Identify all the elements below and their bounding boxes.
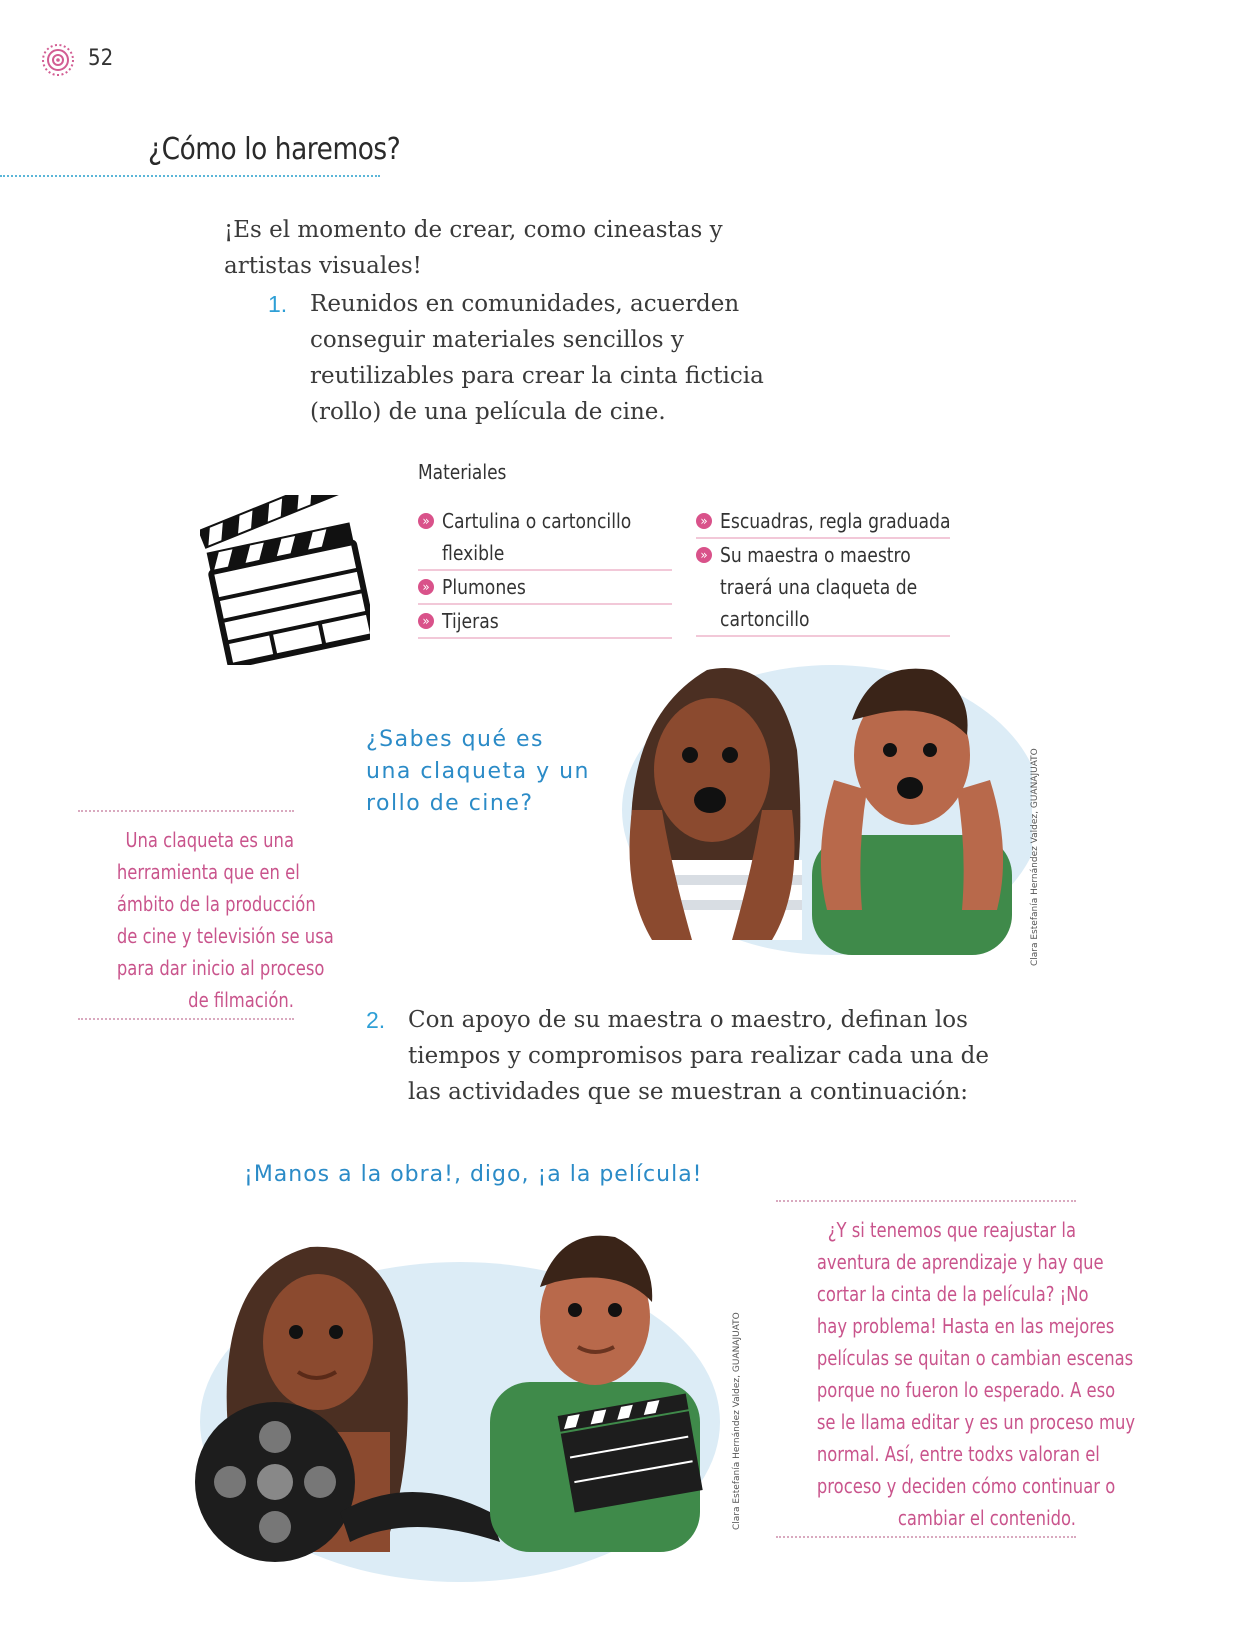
children-with-film-reel-illustration <box>190 1232 730 1592</box>
step-number: 2. <box>366 1007 386 1033</box>
list-item: » Escuadras, regla graduada <box>696 505 950 539</box>
list-item: » Plumones <box>418 571 672 605</box>
step-text: Reunidos en comunidades, acuerden conseguir materiales sencillos y reutilizables para crear la cinta ficticia (rollo) de una película de cine. <box>310 291 764 425</box>
chevron-right-icon: » <box>418 579 434 595</box>
activity-subtitle: ¡Manos a la obra!, digo, ¡a la película! <box>244 1162 703 1187</box>
materials-list-right <box>696 505 950 637</box>
claqueta-definition-note: Una claqueta es una herramienta que en el ámbito de la producción de cine y televisión se usa para dar inicio al proceso de filmación. <box>116 828 334 1012</box>
chevron-right-icon: » <box>418 613 434 629</box>
intro-paragraph: ¡Es el momento de crear, como cineastas y artistas visuales! <box>224 217 723 279</box>
note-divider <box>776 1200 1076 1202</box>
page-number: 52 <box>88 46 114 71</box>
section-title: ¿Cómo lo haremos? <box>148 132 401 167</box>
materials-title: Materiales <box>418 460 507 484</box>
chevron-right-icon: » <box>418 513 434 529</box>
materials-list-left <box>418 505 672 639</box>
list-item: » Tijeras <box>418 605 672 639</box>
title-divider <box>0 175 380 177</box>
question-text: ¿Sabes qué es una claqueta y un rollo de cine? <box>366 727 590 816</box>
flower-ornament-icon <box>40 42 76 78</box>
illustration-credit: Clara Estefanía Hernández Valdez, GUANAJUATO <box>732 1312 742 1530</box>
list-item: » Cartulina o cartoncillo flexible <box>418 505 672 571</box>
note-divider <box>78 810 294 812</box>
editing-note: ¿Y si tenemos que reajustar la aventura de aprendizaje y hay que cortar la cinta de la película? ¡No hay problema! Hasta en las mejores películas se quitan o cambian escenas porque no fueron lo esperado. A eso se le llama editar y es un proceso muy normal. Así, entre todxs valoran el proceso y deciden cómo continuar o cambiar el contenido. <box>816 1218 1136 1530</box>
step-number: 1. <box>268 291 288 317</box>
illustration-credit: Clara Estefanía Hernández Valdez, GUANAJUATO <box>1030 748 1040 966</box>
step-text: Con apoyo de su maestra o maestro, definan los tiempos y compromisos para realizar cada una de las actividades que se muestran a continuación: <box>408 1007 989 1105</box>
clapperboard-icon <box>200 495 370 665</box>
list-item: » Su maestra o maestro traerá una claqueta de cartoncillo <box>696 539 950 637</box>
note-divider <box>776 1536 1076 1538</box>
chevron-right-icon: » <box>696 547 712 563</box>
chevron-right-icon: » <box>696 513 712 529</box>
note-divider <box>78 1018 294 1020</box>
step-2 <box>366 1002 1006 1110</box>
step-1 <box>268 286 808 430</box>
surprised-children-illustration <box>612 660 1032 970</box>
